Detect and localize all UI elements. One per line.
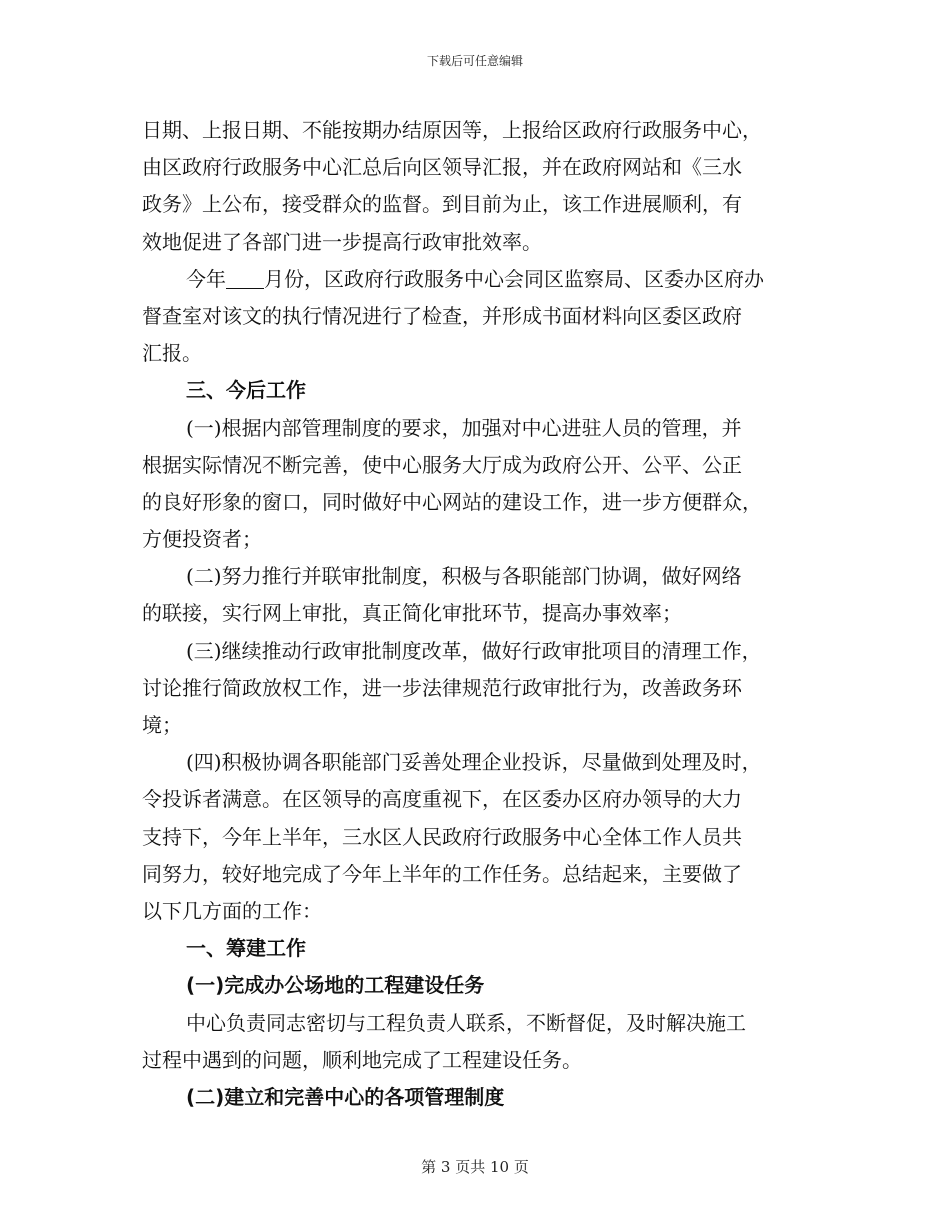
text-line: 政务》上公布，接受群众的监督。到目前为止，该工作进展顺利，有 [142,192,742,217]
text-line: 汇报。 [142,341,202,366]
text-line: 由区政府行政服务中心汇总后向区领导汇报，并在政府网站和《三水 [142,155,742,180]
text-line: 的良好形象的窗口，同时做好中心网站的建设工作，进一步方便群众， [142,489,762,514]
text-fragment: 今年 [186,266,226,291]
text-line: 以下几方面的工作： [142,898,322,923]
text-line: (三)继续推动行政审批制度改革，做好行政审批项目的清理工作， [186,638,762,663]
section-heading: 三、今后工作 [186,378,306,403]
text-line: 同努力，较好地完成了今年上半年的工作任务。总结起来，主要做了 [142,861,742,886]
text-line: 中心负责同志密切与工程负责人联系，不断督促，及时解决施工 [186,1010,746,1035]
text-line: 督查室对该文的执行情况进行了检查，并形成书面材料向区委区政府 [142,303,742,328]
text-line: (一)根据内部管理制度的要求，加强对中心进驻人员的管理，并 [186,415,742,440]
document-body [142,112,807,1116]
subsection-heading: (二)建立和完善中心的各项管理制度 [186,1084,505,1109]
text-line: 根据实际情况不断完善，使中心服务大厅成为政府公开、公平、公正 [142,452,742,477]
text-line: 方便投资者； [142,527,262,552]
text-line: 讨论推行简政放权工作，进一步法律规范行政审批行为，改善政务环 [142,675,742,700]
text-line: 令投诉者满意。在区领导的高度重视下，在区委办区府办领导的大力 [142,787,742,812]
text-line: (二)努力推行并联审批制度，积极与各职能部门协调，做好网络 [186,564,742,589]
text-line: 境； [142,713,182,737]
text-fragment: 月份，区政府行政服务中心会同区监察局、区委办区府办 [264,266,764,291]
text-line: 过程中遇到的问题，顺利地完成了工程建设任务。 [142,1047,582,1072]
text-line: 的联接，实行网上审批，真正简化审批环节，提高办事效率； [142,601,682,626]
text-line: 支持下，今年上半年，三水区人民政府行政服务中心全体工作人员共 [142,824,742,849]
subsection-heading: (一)完成办公场地的工程建设任务 [186,973,485,998]
text-line: (四)积极协调各职能部门妥善处理企业投诉，尽量做到处理及时， [186,750,762,775]
text-line: 效地促进了各部门进一步提高行政审批效率。 [142,229,542,254]
section-heading: 一、筹建工作 [186,936,306,961]
fill-in-blank [226,268,264,289]
text-line: 日期、上报日期、不能按期办结原因等，上报给区政府行政服务中心， [142,118,762,142]
text-line [142,261,807,298]
page-footer: 第 3 页共 10 页 [421,1158,529,1176]
page-header: 下载后可任意编辑 [426,54,523,68]
